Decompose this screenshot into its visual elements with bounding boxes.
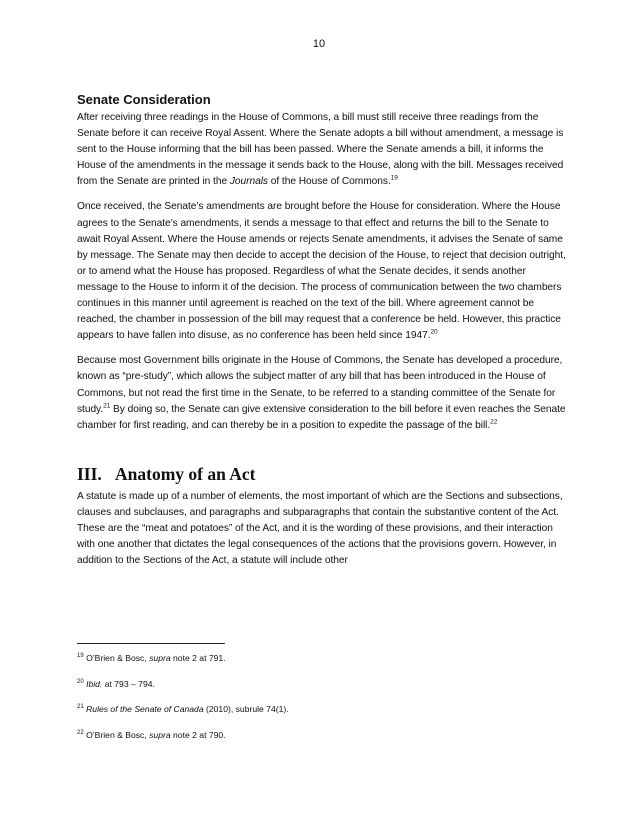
footnote-italic: Rules of the Senate of Canada (86, 704, 204, 714)
paragraph-text: Once received, the Senate’s amendments are brought before the House for consideration. Where the House agrees to the Senate’s amendments, it sends a message to that effect and returns the bill to the Senate to await Royal Assent. Where the House amends or rejects Senate amendments, it advises the Senate of same by message. The Senate may then decide to accept the decision of the House, to reject that decision outright, or to amend what the House has proposed. Regardless of what the Senate decides, it sends another message to the House to inform it of the decision. The process of communication between the two chambers continues in this manner until agreement is reached on the text of the bill. Where agreement cannot be reached, the chamber in possession of the bill may request that a conference be held. However, this practice appears to have fallen into disuse, as no conference has been held since 1947. (77, 201, 566, 342)
footnote-text: O’Brien & Bosc, (86, 729, 150, 740)
footnote-text: (2010), subrule 74(1). (203, 704, 289, 714)
footnote-ref-20[interactable]: 20 (430, 328, 438, 336)
page-number: 10 (312, 38, 326, 50)
footnote-ref-19[interactable]: 19 (390, 174, 398, 182)
journals-italic: Journals (229, 176, 268, 188)
paragraph-text: By doing so, the Senate can give extensive consideration to the bill before it even reaches the Senate chamber for first reading, and can thereby be in a position to expedite the passage of the bill. (77, 403, 566, 431)
footnotes (77, 652, 567, 754)
footnote-text: at 793 – 794. (102, 678, 155, 689)
footnote-italic: supra (149, 653, 171, 663)
paragraph-statute-elements: A statute is made up of a number of elements, the most important of which are the Sections and subsections, clauses and subclauses, and paragraphs and subparagraphs that contain the substantive content of the Act. These are the “meat and potatoes” of the Act, and it is the wording of these provisions, and their interaction with one another that dictates the legal consequences of the actions that the provisions govern. However, in addition to the Sections of the Act, a statute will include other (77, 490, 563, 567)
footnote-20 (77, 678, 567, 690)
footnote-19 (77, 652, 567, 664)
section-heading-anatomy (77, 464, 567, 485)
paragraph-text: Because most Government bills originate in the House of Commons, the Senate has developed a procedure, known as “pre-study”, which allows the subject matter of any bill that has been introduced in the House of Commons, but not read the first time in the Senate, to be referred to a standing committee of the Senate for study. (77, 355, 563, 415)
paragraph-pre-study (77, 353, 567, 433)
footnote-ref-21[interactable]: 21 (103, 402, 111, 410)
footnote-italic: supra (149, 729, 171, 740)
section-title: Anatomy of an Act (115, 463, 256, 484)
footnote-22 (77, 729, 567, 741)
main-content (77, 92, 567, 578)
paragraph-senate-amendments (77, 199, 567, 344)
footnote-ref-22[interactable]: 22 (490, 418, 498, 426)
footnote-text: O’Brien & Bosc, (86, 653, 150, 663)
footnote-text: note 2 at 791. (170, 653, 226, 663)
footnote-number: 19 (77, 653, 84, 660)
footnote-number: 22 (77, 729, 84, 736)
section-heading-senate-consideration: Senate Consideration (77, 92, 211, 107)
paragraph-text: of the House of Commons. (267, 176, 391, 188)
footnote-21 (77, 703, 567, 715)
paragraph-senate-readings (77, 110, 567, 190)
footnote-number: 21 (77, 704, 84, 711)
footnote-separator (77, 643, 225, 644)
footnote-text: note 2 at 790. (170, 729, 226, 740)
footnote-italic: Ibid. (86, 678, 103, 689)
section-number: III. (77, 463, 102, 484)
footnote-number: 20 (77, 678, 84, 685)
paragraph-text: After receiving three readings in the House of Commons, a bill must still receive three readings from the Senate before it can receive Royal Assent. Where the Senate adopts a bill without amendment, a message is sent to the House informing that the bill has been passed. Where the Senate amends a bill, it informs the House of the amendments in the message it sends back to the House, along with the bill. Messages received from the Senate are printed in the (77, 112, 564, 188)
